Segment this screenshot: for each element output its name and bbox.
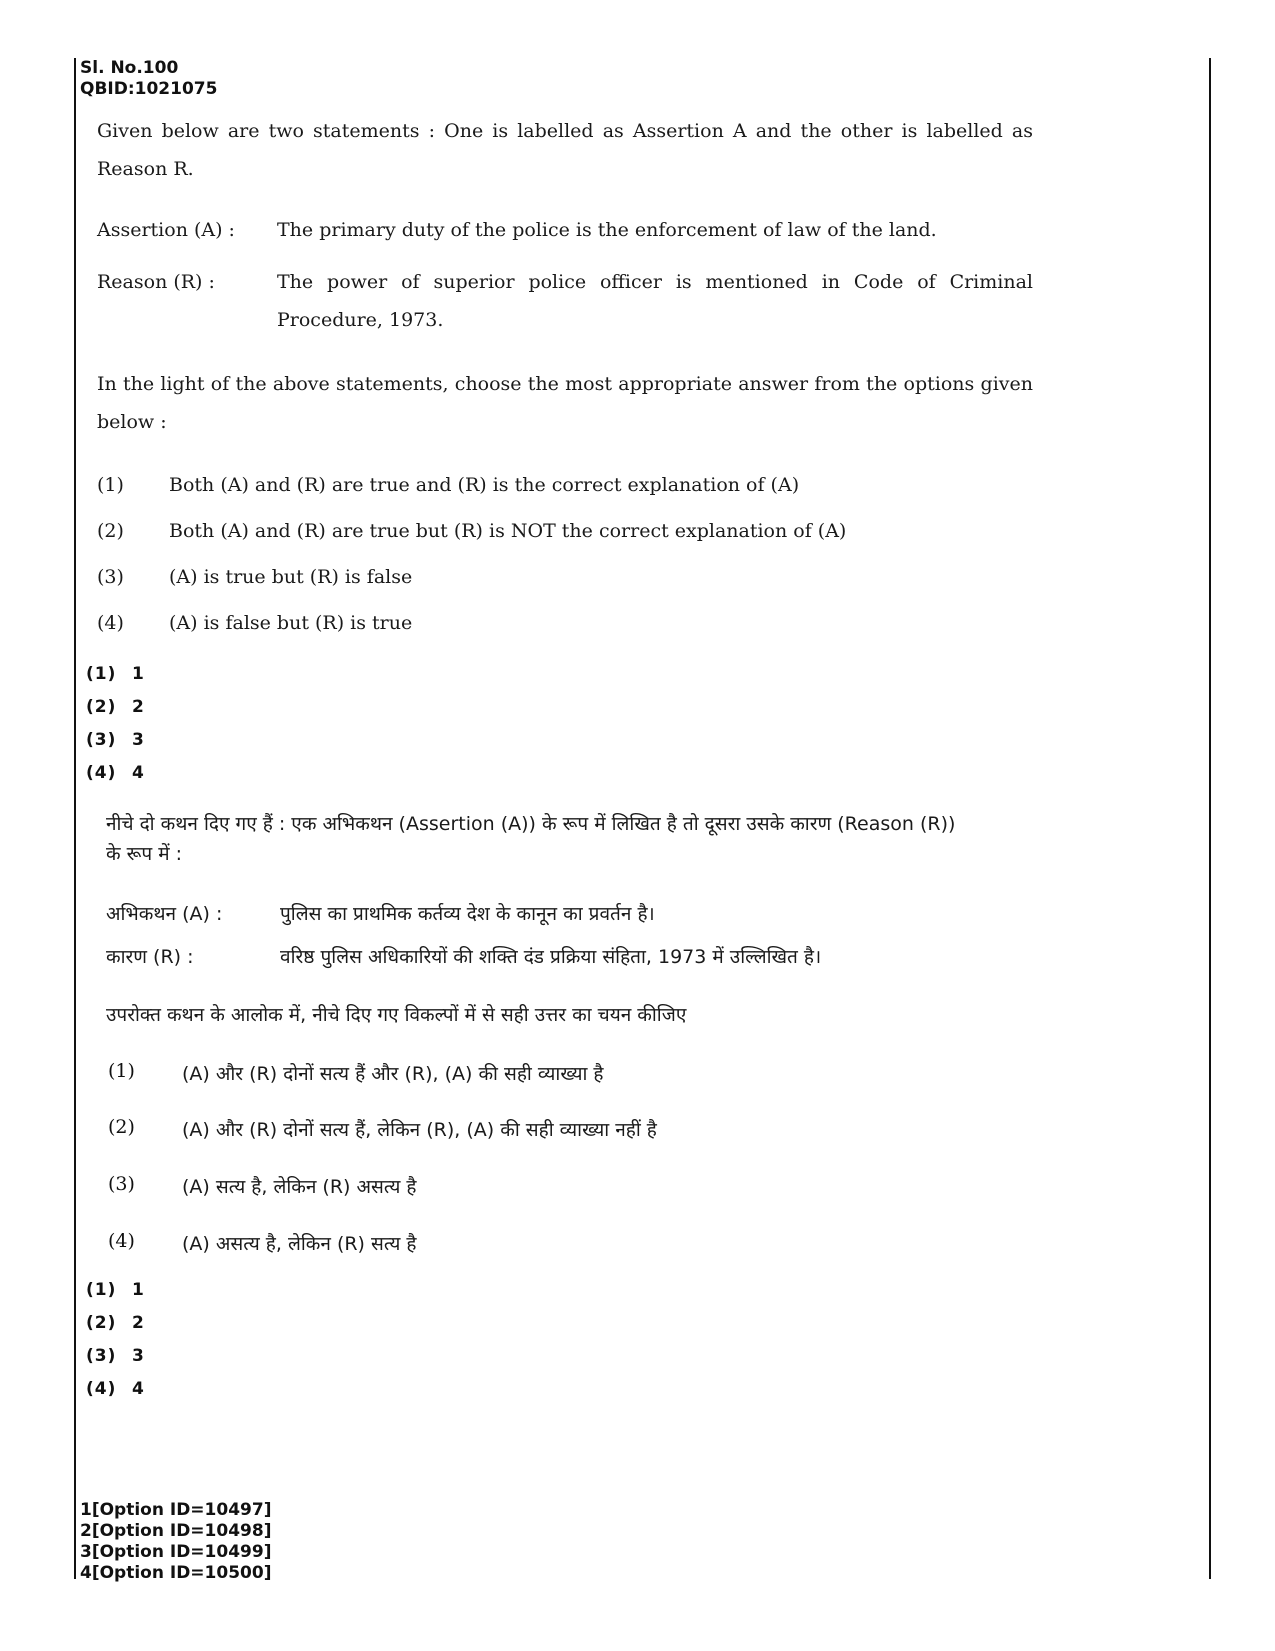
english-assertion-label: Assertion (A) :: [97, 219, 235, 241]
answer-choice[interactable]: [86, 763, 145, 783]
hindi-option-text: (A) असत्य है, लेकिन (R) सत्य है: [182, 1233, 417, 1255]
answer-choice-value: 1: [132, 664, 145, 684]
hindi-option-number: (1): [108, 1060, 135, 1082]
option-id: 1[Option ID=10497]: [80, 1500, 272, 1520]
answer-choice-number: (2): [86, 1313, 117, 1333]
english-option-text: Both (A) and (R) are true and (R) is the correct explanation of (A): [169, 474, 800, 496]
option-id: 3[Option ID=10499]: [80, 1542, 272, 1562]
hindi-option-text: (A) और (R) दोनों सत्य हैं और (R), (A) की सही व्याख्या है: [182, 1063, 604, 1085]
hindi-option-number: (2): [108, 1116, 135, 1138]
option-id: 2[Option ID=10498]: [80, 1521, 272, 1541]
answer-choice[interactable]: [86, 1346, 145, 1366]
english-option-number: (1): [97, 474, 124, 496]
hindi-option-text: (A) और (R) दोनों सत्य हैं, लेकिन (R), (A) की सही व्याख्या नहीं है: [182, 1119, 657, 1141]
english-option-number: (2): [97, 520, 124, 542]
answer-choice-value: 4: [132, 763, 145, 783]
option-id-list: [80, 1500, 271, 1584]
english-option-number: (3): [97, 566, 124, 588]
hindi-option-text: (A) सत्य है, लेकिन (R) असत्य है: [182, 1176, 417, 1198]
answer-choice-number: (4): [86, 763, 117, 783]
option-id: 4[Option ID=10500]: [80, 1563, 272, 1583]
serial-number: Sl. No.100: [80, 58, 179, 78]
answer-choice-value: 2: [132, 697, 145, 717]
english-option-text: (A) is true but (R) is false: [169, 566, 413, 588]
answer-choice-value: 3: [132, 1346, 145, 1366]
hindi-assertion-label: अभिकथन (A) :: [106, 903, 223, 925]
hindi-instruction: उपरोक्त कथन के आलोक में, नीचे दिए गए विकल्पों में से सही उत्तर का चयन कीजिए: [106, 1004, 687, 1026]
answer-choice[interactable]: [86, 1313, 145, 1333]
hindi-intro-line2: के रूप में :: [106, 843, 183, 865]
english-reason-text: The power of superior police officer is mentioned in Code of Criminal Procedure, 1973.: [277, 271, 1033, 331]
answer-choice-number: (3): [86, 730, 117, 750]
answer-choice-value: 2: [132, 1313, 145, 1333]
question-bank-id: QBID:1021075: [80, 79, 218, 99]
answer-choice-number: (4): [86, 1379, 117, 1399]
answer-choice-value: 3: [132, 730, 145, 750]
answer-choice[interactable]: [86, 664, 145, 684]
english-option-text: (A) is false but (R) is true: [169, 612, 413, 634]
english-intro: Given below are two statements : One is labelled as Assertion A and the other is labelled as Reason R.: [97, 120, 1033, 180]
answer-choice-number: (1): [86, 1280, 117, 1300]
answer-choice[interactable]: [86, 697, 145, 717]
answer-choice[interactable]: [86, 1379, 145, 1399]
english-assertion-text: The primary duty of the police is the enforcement of law of the land.: [277, 219, 937, 241]
answer-choice-number: (2): [86, 697, 117, 717]
english-option-text: Both (A) and (R) are true but (R) is NOT the correct explanation of (A): [169, 520, 847, 542]
hindi-assertion-text: पुलिस का प्राथमिक कर्तव्य देश के कानून का प्रवर्तन है।: [280, 903, 655, 925]
hindi-intro-line1: नीचे दो कथन दिए गए हैं : एक अभिकथन (Assertion (A)) के रूप में लिखित है तो दूसरा उसके कारण (Reason (R)): [106, 813, 956, 835]
hindi-reason-text: वरिष्ठ पुलिस अधिकारियों की शक्ति दंड प्रक्रिया संहिता, 1973 में उल्लिखित है।: [280, 946, 822, 968]
answer-choice-number: (1): [86, 664, 117, 684]
english-reason-label: Reason (R) :: [97, 271, 215, 293]
answer-choice-value: 4: [132, 1379, 145, 1399]
answer-choice-number: (3): [86, 1346, 117, 1366]
english-instruction: In the light of the above statements, choose the most appropriate answer from the options given below :: [97, 373, 1033, 433]
english-option-number: (4): [97, 612, 124, 634]
hindi-option-number: (4): [108, 1230, 135, 1252]
answer-choice[interactable]: [86, 1280, 145, 1300]
answer-choice-value: 1: [132, 1280, 145, 1300]
hindi-option-number: (3): [108, 1173, 135, 1195]
answer-choice[interactable]: [86, 730, 145, 750]
hindi-reason-label: कारण (R) :: [106, 946, 194, 968]
